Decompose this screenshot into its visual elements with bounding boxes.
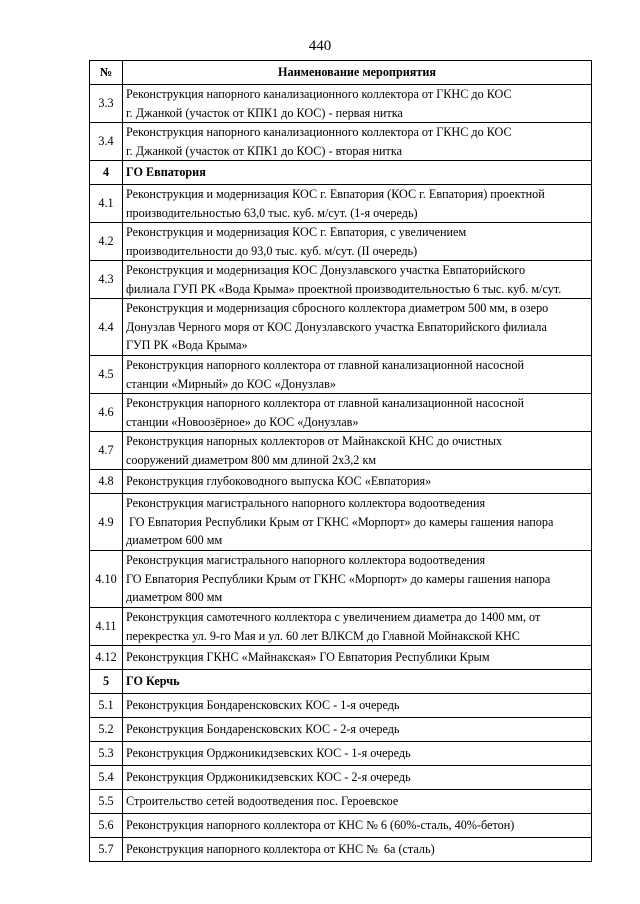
text-line: производительностью 63,0 тыс. куб. м/сут. (1-я очередь) — [126, 205, 418, 220]
table-row — [90, 766, 592, 790]
measure-name — [123, 494, 592, 551]
measure-name — [123, 123, 592, 161]
text-line: Реконструкция напорных коллекторов от Майнакской КНС до очистных — [126, 434, 503, 448]
table-row — [90, 185, 592, 223]
measure-name — [123, 814, 592, 838]
row-number: 4.5 — [90, 356, 123, 394]
text-line: Реконструкция напорного канализационного коллектора от ГКНС до КОС — [126, 87, 512, 101]
table-row — [90, 494, 592, 551]
section-row — [90, 670, 592, 694]
measure-name — [123, 185, 592, 223]
measure-name — [123, 470, 592, 494]
text-line: Реконструкция Орджоникидзевских КОС - 1-я очередь — [126, 746, 411, 761]
table-row — [90, 356, 592, 394]
table-row — [90, 432, 592, 470]
table-row — [90, 646, 592, 670]
row-number: 5.2 — [90, 718, 123, 742]
row-number: 4.8 — [90, 470, 123, 494]
table-row — [90, 838, 592, 862]
table-row — [90, 694, 592, 718]
text-line: ГО Керчь — [126, 674, 180, 689]
table-row — [90, 470, 592, 494]
row-number: 3.3 — [90, 85, 123, 123]
table-row — [90, 261, 592, 299]
text-line: Реконструкция напорного канализационного коллектора от ГКНС до КОС — [126, 125, 512, 139]
row-number: 5.1 — [90, 694, 123, 718]
row-number: 5 — [90, 670, 123, 694]
text-line: Реконструкция напорного коллектора от главной канализационной насосной — [126, 396, 525, 410]
table-row — [90, 814, 592, 838]
text-line: станции «Мирный» до КОС «Донузлав» — [126, 376, 336, 391]
measure-name — [123, 742, 592, 766]
text-line: Реконструкция напорного коллектора от КНС № 6 (60%-сталь, 40%-бетон) — [126, 818, 515, 833]
row-number: 4.11 — [90, 608, 123, 646]
table-row — [90, 123, 592, 161]
row-number: 4.4 — [90, 299, 123, 356]
measure-name — [123, 718, 592, 742]
table-row — [90, 223, 592, 261]
row-number: 3.4 — [90, 123, 123, 161]
row-number: 4.6 — [90, 394, 123, 432]
table-row — [90, 742, 592, 766]
row-number: 4.2 — [90, 223, 123, 261]
measure-name — [123, 766, 592, 790]
text-line: ГУП РК «Вода Крыма» — [126, 338, 248, 353]
measure-name — [123, 85, 592, 123]
row-number: 4.1 — [90, 185, 123, 223]
table-row — [90, 790, 592, 814]
text-line: диаметром 800 мм — [126, 590, 223, 605]
row-number: 4.12 — [90, 646, 123, 670]
text-line: Реконструкция самотечного коллектора с увеличением диаметра до 1400 мм, от — [126, 610, 541, 624]
table-row — [90, 394, 592, 432]
row-number: 5.3 — [90, 742, 123, 766]
text-line: Реконструкция Орджоникидзевских КОС - 2-я очередь — [126, 770, 411, 785]
text-line: сооружений диаметром 800 мм длиной 2х3,2 км — [126, 452, 377, 467]
measure-name — [123, 432, 592, 470]
row-number: 5.4 — [90, 766, 123, 790]
table-row — [90, 299, 592, 356]
text-line: Реконструкция и модернизация сбросного коллектора диаметром 500 мм, в озеро — [126, 301, 549, 316]
text-line: ГО Евпатория Республики Крым от ГКНС «Морпорт» до камеры гашения напора — [126, 571, 551, 586]
measure-name — [123, 694, 592, 718]
text-line: Донузлав Черного моря от КОС Донузлавского участка Евпаторийского филиала — [126, 319, 547, 334]
text-line: Реконструкция глубоководного выпуска КОС «Евпатория» — [126, 474, 432, 489]
measure-name — [123, 551, 592, 608]
header-number: № — [90, 61, 123, 85]
table-header-row — [90, 61, 592, 85]
measure-name — [123, 394, 592, 432]
text-line: Реконструкция Бондаренсковских КОС - 1-я очередь — [126, 698, 400, 713]
text-line: перекрестка ул. 9-го Мая и ул. 60 лет ВЛКСМ до Главной Мойнакской КНС — [126, 628, 520, 643]
text-line: станции «Новоозёрное» до КОС «Донузлав» — [126, 414, 359, 429]
header-name: Наименование мероприятия — [123, 61, 592, 85]
text-line: Реконструкция магистрального напорного коллектора водоотведения — [126, 496, 486, 511]
text-line: ГО Евпатория — [126, 165, 206, 180]
measure-name — [123, 608, 592, 646]
row-number: 4.10 — [90, 551, 123, 608]
text-line: Реконструкция и модернизация КОС Донузлавского участка Евпаторийского — [126, 263, 526, 277]
text-line: ГО Евпатория Республики Крым от ГКНС «Морпорт» до камеры гашения напора — [126, 514, 554, 529]
text-line: г. Джанкой (участок от КПК1 до КОС) - вторая нитка — [126, 143, 403, 158]
row-number: 4.3 — [90, 261, 123, 299]
measure-name — [123, 261, 592, 299]
text-line: Реконструкция напорного коллектора от главной канализационной насосной — [126, 358, 525, 372]
table-row — [90, 85, 592, 123]
measure-name — [123, 838, 592, 862]
row-number: 4 — [90, 161, 123, 185]
text-line: Реконструкция Бондаренсковских КОС - 2-я очередь — [126, 722, 400, 737]
page-number: 440 — [308, 38, 332, 54]
measure-name — [123, 299, 592, 356]
text-line: филиала ГУП РК «Вода Крыма» проектной производительностью 6 тыс. куб. м/сут. — [126, 281, 562, 296]
measure-name — [123, 223, 592, 261]
text-line: диаметром 600 мм — [126, 533, 223, 548]
table-row — [90, 718, 592, 742]
row-number: 4.9 — [90, 494, 123, 551]
text-line: г. Джанкой (участок от КПК1 до КОС) - первая нитка — [126, 105, 403, 120]
row-number: 5.6 — [90, 814, 123, 838]
measure-name — [123, 356, 592, 394]
table-row — [90, 608, 592, 646]
text-line: Строительство сетей водоотведения пос. Героевское — [126, 794, 399, 809]
row-number: 5.7 — [90, 838, 123, 862]
section-row — [90, 161, 592, 185]
measure-name — [123, 646, 592, 670]
section-title — [123, 670, 592, 694]
measures-table — [89, 60, 592, 862]
text-line: Реконструкция ГКНС «Майнакская» ГО Евпатория Республики Крым — [126, 650, 490, 665]
row-number: 4.7 — [90, 432, 123, 470]
row-number: 5.5 — [90, 790, 123, 814]
measure-name — [123, 790, 592, 814]
section-title — [123, 161, 592, 185]
table-row — [90, 551, 592, 608]
text-line: производительности до 93,0 тыс. куб. м/сут. (II очередь) — [126, 243, 418, 258]
table-body — [90, 85, 592, 862]
text-line: Реконструкция и модернизация КОС г. Евпатория (КОС г. Евпатория) проектной — [126, 187, 545, 201]
text-line: Реконструкция магистрального напорного коллектора водоотведения — [126, 553, 486, 568]
text-line: Реконструкция напорного коллектора от КНС № 6а (сталь) — [126, 842, 435, 857]
text-line: Реконструкция и модернизация КОС г. Евпатория, с увеличением — [126, 225, 467, 239]
